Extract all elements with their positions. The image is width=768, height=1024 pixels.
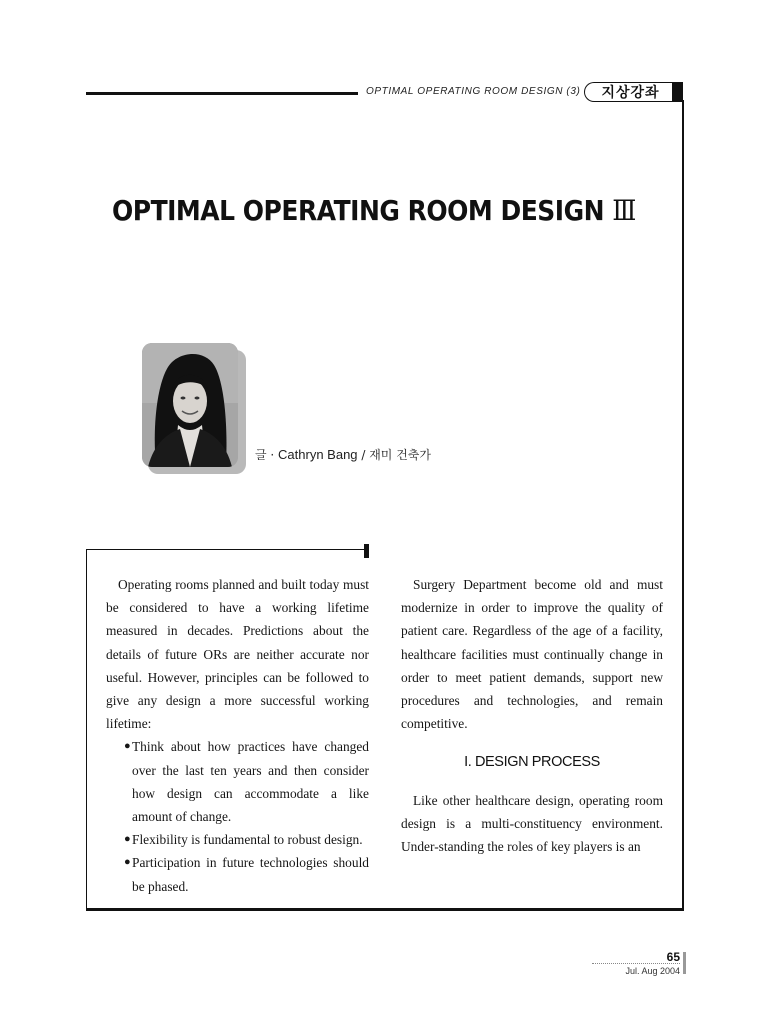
list-item	[124, 735, 369, 828]
body-frame-tick	[364, 544, 369, 558]
list-item	[124, 828, 369, 851]
list-item-text: Think about how practices have changed over the last ten years and then consider how design can accommodate a like amount of change.	[132, 739, 369, 825]
article-title-text: OPTIMAL OPERATING ROOM DESIGN	[112, 194, 605, 227]
body-frame-bottom-rule	[86, 908, 684, 911]
list-item-text: Flexibility is fundamental to robust design.	[132, 832, 363, 848]
author-portrait-image	[142, 343, 238, 467]
principles-list	[106, 735, 369, 897]
section-badge-cap	[672, 82, 683, 102]
section-heading: I. DESIGN PROCESS	[464, 754, 600, 771]
byline	[255, 446, 431, 463]
intro-paragraph: Operating rooms planned and built today must be considered to have a working lifetime measured in decades. Predictions about the details of future ORs are neither accurate nor useful. However, principles can be followed to give any design a more successful working lifetime:	[106, 577, 369, 732]
bullet-dot-icon: ●	[124, 833, 131, 846]
body-frame-top-rule	[86, 549, 366, 550]
issue-date: Jul. Aug 2004	[625, 966, 680, 976]
left-column	[106, 573, 369, 898]
header-rule	[86, 92, 358, 95]
modernize-paragraph: Surgery Department become old and must modernize in order to improve the quality of patient care. Regardless of the age of a facility, healthcare facilities must continually change in order to meet patient demands, support new procedures and technologies, and remain competitive.	[401, 577, 663, 732]
running-header-title: OPTIMAL OPERATING ROOM DESIGN (3)	[366, 86, 581, 97]
list-item	[124, 851, 369, 897]
author-photo	[142, 343, 238, 467]
author-role: / 재미 건축가	[357, 448, 431, 462]
bullet-dot-icon: ●	[124, 740, 131, 753]
byline-prefix: 글 ·	[255, 448, 279, 462]
page-number-dotted-rule	[592, 963, 680, 964]
page-number: 65	[666, 950, 680, 964]
bullet-dot-icon: ●	[124, 856, 131, 869]
right-column	[401, 573, 663, 858]
article-title-numeral: Ⅲ	[612, 194, 636, 227]
author-name: Cathryn Bang	[278, 447, 358, 462]
design-process-paragraph: Like other healthcare design, operating room design is a multi-constituency environment. Under-standing the roles of key players is an	[401, 792, 663, 855]
body-frame-left-rule	[86, 549, 87, 911]
page-number-bar	[683, 952, 686, 974]
list-item-text: Participation in future technologies should be phased.	[132, 855, 369, 894]
article-title	[112, 194, 672, 226]
section-badge: 지상강좌	[584, 82, 676, 102]
right-margin-rule	[682, 100, 684, 910]
